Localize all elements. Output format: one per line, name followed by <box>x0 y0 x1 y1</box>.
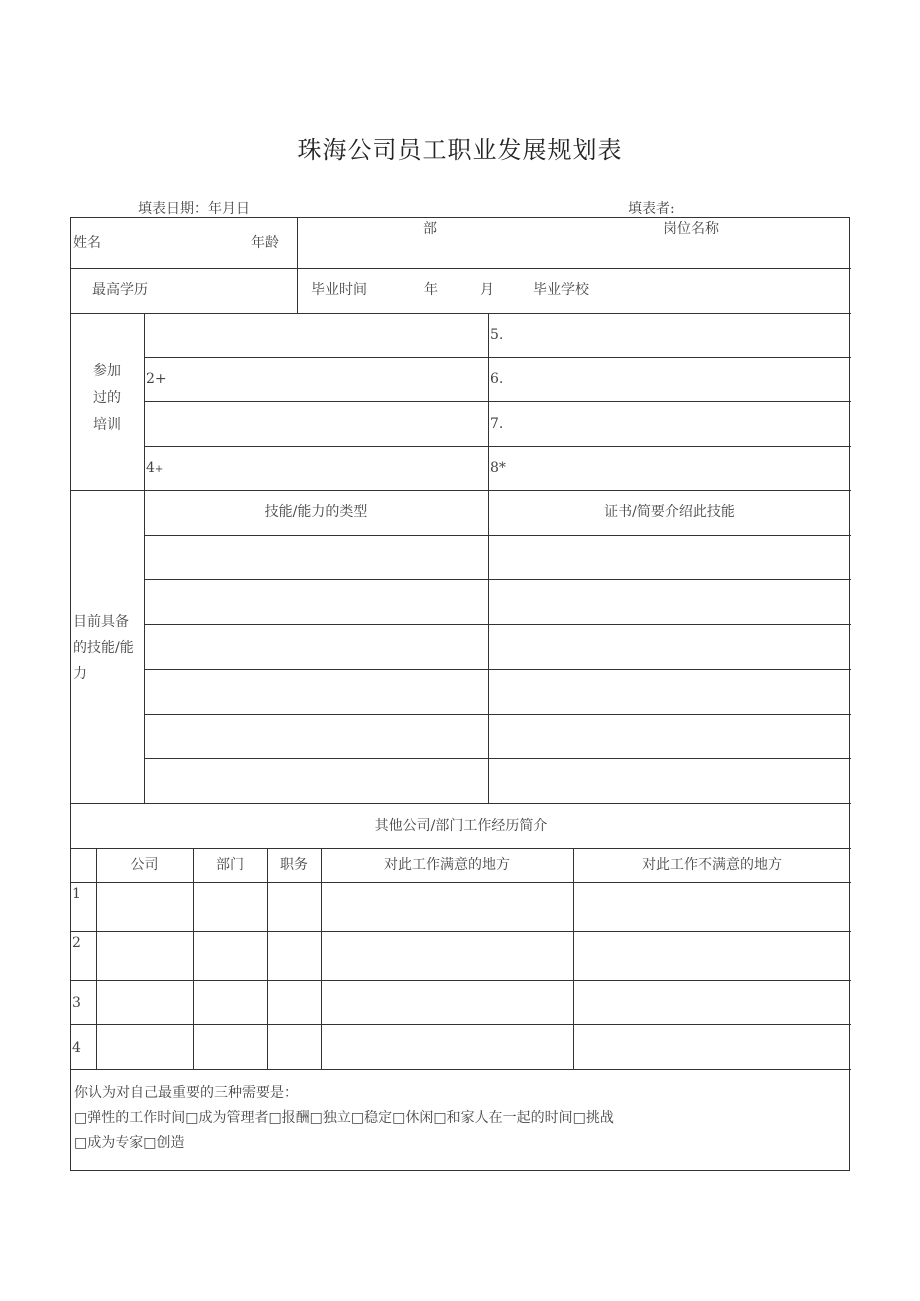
training-item-6: 6. <box>490 371 504 387</box>
fill-date-label: 填表日期：年月日 <box>138 201 250 217</box>
training-item-4-mark: + <box>154 464 164 475</box>
school-label: 毕业学校 <box>533 282 589 298</box>
name-label: 姓名 <box>73 235 101 251</box>
filler-label: 填表者: <box>628 201 675 217</box>
experience-header-title: 职务 <box>280 857 308 873</box>
education-label: 最高学历 <box>92 282 148 298</box>
needs-question: 你认为对自己最重要的三种需要是： <box>74 1085 298 1101</box>
position-label: 岗位名称 <box>663 221 719 237</box>
training-label-line2: 过的 <box>93 390 121 406</box>
training-label-line3: 培训 <box>93 417 121 433</box>
training-item-5: 5. <box>490 327 504 343</box>
experience-row-4: 4 <box>72 1040 81 1056</box>
training-item-7: 7. <box>490 416 504 432</box>
department-label: 部 <box>423 221 437 237</box>
experience-row-1: 1 <box>72 886 81 902</box>
training-item-2: 2+ <box>146 371 167 387</box>
training-item-4 <box>146 459 163 479</box>
career-plan-form <box>70 217 850 1171</box>
skills-label-line2: 的技能/能 <box>73 640 134 656</box>
skills-label-line1: 目前具备 <box>73 614 129 630</box>
page-title: 珠海公司员工职业发展规划表 <box>297 136 623 164</box>
experience-header-satisfied: 对此工作满意的地方 <box>384 857 510 873</box>
needs-options-line2: □成为专家□创造 <box>74 1135 185 1151</box>
experience-row-2: 2 <box>72 935 81 951</box>
certificate-header: 证书/简要介绍此技能 <box>604 504 735 520</box>
training-label-line1: 参加 <box>93 363 121 379</box>
training-item-4-number: 4 <box>146 460 155 476</box>
experience-title: 其他公司/部门工作经历简介 <box>374 818 548 834</box>
needs-options-line1: □弹性的工作时间□成为管理者□报酬□独立□稳定□休闲□和家人在一起的时间□挑战 <box>74 1110 614 1126</box>
skills-label-line3: 力 <box>73 666 87 682</box>
age-label: 年龄 <box>251 235 279 251</box>
experience-row-3: 3 <box>72 995 81 1011</box>
grad-time-label: 毕业时间 <box>311 282 367 298</box>
grad-year-label: 年 <box>424 282 438 298</box>
skill-type-header: 技能/能力的类型 <box>264 504 368 520</box>
grad-month-label: 月 <box>480 282 494 298</box>
training-item-8: 8* <box>490 460 506 476</box>
experience-header-company: 公司 <box>130 857 159 873</box>
experience-header-department: 部门 <box>216 857 244 873</box>
experience-header-unsatisfied: 对此工作不满意的地方 <box>642 857 782 873</box>
